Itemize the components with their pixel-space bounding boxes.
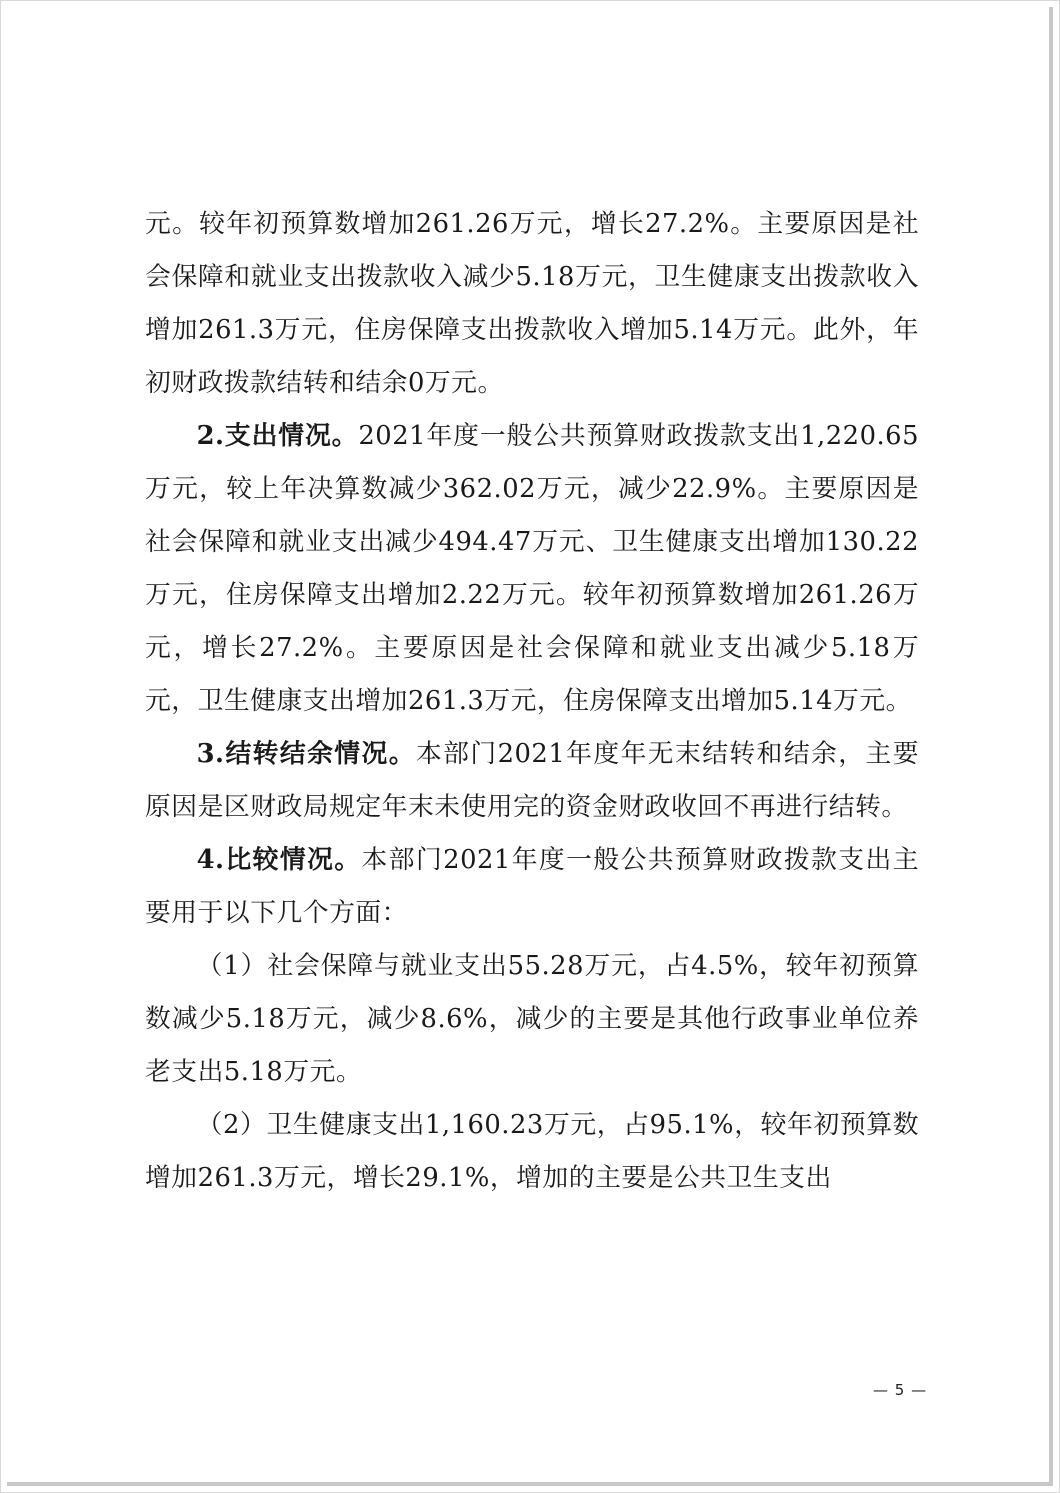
paragraph-carryover bbox=[145, 728, 919, 834]
page-number: — 5 — bbox=[873, 1381, 928, 1399]
paragraph-text: 元。较年初预算数增加261.26万元，增长27.2%。主要原因是社会保障和就业支出拨款收入减少5.18万元，卫生健康支出拨款收入增加261.3万元，住房保障支出拨款收入增加5.14万元。此外，年初财政拨款结转和结余0万元。 bbox=[145, 209, 919, 398]
paragraph-revenue-continued bbox=[145, 198, 919, 410]
paragraph-text: 本部门2021年度一般公共预算财政拨款支出主要用于以下几个方面： bbox=[145, 845, 919, 928]
document-body bbox=[145, 198, 919, 1205]
paragraph-expenditure bbox=[145, 410, 919, 728]
paragraph-item-health bbox=[145, 1099, 919, 1205]
paragraph-text: （1）社会保障与就业支出55.28万元，占4.5%，较年初预算数减少5.18万元，减少8.6%，减少的主要是其他行政事业单位养老支出5.18万元。 bbox=[145, 951, 919, 1087]
section-heading-comparison: 4.比较情况。 bbox=[196, 845, 362, 875]
paragraph-text: 本部门2021年度年无末结转和结余，主要原因是区财政局规定年末未使用完的资金财政收回不再进行结转。 bbox=[145, 739, 919, 822]
paragraph-item-social-security bbox=[145, 940, 919, 1099]
paragraph-text: 2021年度一般公共预算财政拨款支出1,220.65万元，较上年决算数减少362.02万元，减少22.9%。主要原因是社会保障和就业支出减少494.47万元、卫生健康支出增加130.22万元，住房保障支出增加2.22万元。较年初预算数增加261.26万元，增长27.2%。主要原因是社会保障和就业支出减少5.18万元，卫生健康支出增加261.3万元，住房保障支出增加5.14万元。 bbox=[145, 421, 920, 716]
section-heading-carryover: 3.结转结余情况。 bbox=[196, 739, 416, 769]
paragraph-comparison bbox=[145, 834, 919, 940]
section-heading-expenditure: 2.支出情况。 bbox=[196, 421, 359, 451]
paragraph-text: （2）卫生健康支出1,160.23万元，占95.1%，较年初预算数增加261.3万元，增长29.1%，增加的主要是公共卫生支出 bbox=[145, 1110, 919, 1193]
